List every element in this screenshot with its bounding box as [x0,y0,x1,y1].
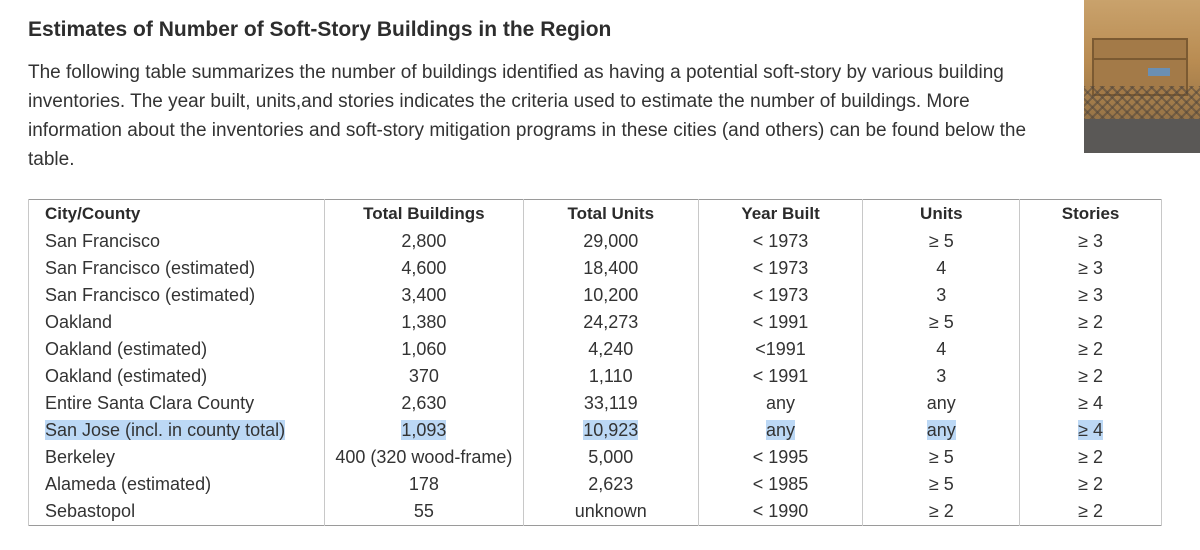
cell-total-buildings [324,444,523,471]
cell-total-units [523,417,698,444]
cell-stories [1020,444,1162,471]
cell-total-buildings [324,255,523,282]
cell-text: 4,240 [588,339,634,359]
cell-text: Alameda (estimated) [45,474,212,494]
cell-text: 10,200 [583,285,639,305]
col-total-units-header: Total Units [523,200,698,229]
table-row [29,417,1162,444]
cell-text: 400 (320 wood-frame) [335,447,513,467]
cell-text: < 1973 [752,258,809,278]
cell-text: 18,400 [583,258,639,278]
cell-total-buildings [324,498,523,526]
cell-city [29,471,325,498]
chain-link-fence [1084,86,1200,120]
cell-year-built [698,255,863,282]
cell-total-units [523,282,698,309]
cell-text: San Francisco (estimated) [45,285,256,305]
cell-text: San Francisco [45,231,161,251]
col-units-header: Units [863,200,1020,229]
cell-text: ≥ 2 [1078,447,1104,467]
table-row [29,471,1162,498]
cell-text: 2,623 [588,474,634,494]
cell-text: ≥ 5 [928,447,954,467]
cell-text: ≥ 4 [1078,420,1104,440]
cell-total-units [523,309,698,336]
cell-text: 33,119 [583,393,638,413]
cell-stories [1020,228,1162,255]
cell-units [863,309,1020,336]
cell-text: 29,000 [583,231,639,251]
cell-total-units [523,228,698,255]
cell-city [29,444,325,471]
cell-units [863,498,1020,526]
cell-text: 4,600 [401,258,447,278]
col-year-built-header: Year Built [698,200,863,229]
cell-units [863,417,1020,444]
cell-year-built [698,282,863,309]
cell-city [29,390,325,417]
cell-text: < 1985 [752,474,809,494]
cell-total-buildings [324,390,523,417]
cell-total-units [523,363,698,390]
cell-text: San Jose (incl. in county total) [45,420,286,440]
soft-story-table [28,199,1162,526]
cell-text: ≥ 2 [1078,501,1104,521]
cell-units [863,255,1020,282]
cell-city [29,228,325,255]
cell-stories [1020,417,1162,444]
cell-units [863,390,1020,417]
cell-text: ≥ 3 [1078,258,1104,278]
cell-year-built [698,417,863,444]
intro-paragraph: The following table summarizes the number of buildings identified as having a potential soft-story by various building inventories. The year built, units,and stories indicates the criteria used to estimate the number of buildings. More information about the inventories and soft-story mitigation programs in these cities (and others) can be found below the table. [28,62,1027,170]
cell-text: 370 [408,366,439,386]
table-row [29,336,1162,363]
cell-text: ≥ 4 [1078,393,1104,413]
cell-total-buildings [324,336,523,363]
cell-text: 3 [936,366,947,386]
cell-text: < 1973 [752,285,809,305]
cell-stories [1020,282,1162,309]
col-stories-header: Stories [1020,200,1162,229]
cell-text: Berkeley [45,447,116,467]
cell-text: 3 [936,285,947,305]
cell-text: 4 [936,339,947,359]
cell-text: 1,093 [401,420,447,440]
cell-total-buildings [324,228,523,255]
cell-text: ≥ 5 [928,474,954,494]
table-row [29,498,1162,526]
col-total-buildings-header: Total Buildings [324,200,523,229]
cell-text: San Francisco (estimated) [45,258,256,278]
cell-text: any [926,420,956,440]
cell-text: ≥ 5 [928,231,954,251]
cell-year-built [698,309,863,336]
cell-year-built [698,363,863,390]
table-header-row [29,200,1162,229]
cell-units [863,336,1020,363]
cell-text: <1991 [755,339,806,359]
cell-text: any [766,393,796,413]
cell-year-built [698,444,863,471]
cell-text: < 1995 [752,447,809,467]
cell-units [863,282,1020,309]
cell-city [29,309,325,336]
cell-text: Oakland [45,312,113,332]
cell-text: 10,923 [583,420,639,440]
cell-text: 55 [413,501,434,521]
cell-stories [1020,363,1162,390]
cell-text: 1,380 [401,312,447,332]
cell-text: ≥ 2 [928,501,954,521]
cell-year-built [698,390,863,417]
cell-text: < 1973 [752,231,809,251]
cell-units [863,444,1020,471]
cell-units [863,363,1020,390]
cell-text: Entire Santa Clara County [45,393,255,413]
cell-text: any [766,420,796,440]
cell-total-buildings [324,363,523,390]
col-city-header: City/County [29,200,325,229]
table-row [29,255,1162,282]
cell-city [29,255,325,282]
cell-stories [1020,336,1162,363]
cell-city [29,282,325,309]
table-row [29,390,1162,417]
cell-year-built [698,471,863,498]
pavement [1084,119,1200,153]
table-row [29,309,1162,336]
cell-stories [1020,255,1162,282]
sign-plate [1148,68,1170,76]
cell-text: ≥ 2 [1078,339,1104,359]
cell-text: ≥ 3 [1078,285,1104,305]
cell-text: < 1991 [752,366,809,386]
cell-text: unknown [574,501,647,521]
cell-year-built [698,498,863,526]
cell-text: Oakland (estimated) [45,339,208,359]
table-row [29,228,1162,255]
table-row [29,363,1162,390]
cell-text: 3,400 [401,285,447,305]
cell-year-built [698,228,863,255]
cell-text: ≥ 2 [1078,366,1104,386]
cell-text: ≥ 2 [1078,474,1104,494]
cell-city [29,417,325,444]
cell-city [29,336,325,363]
cell-total-units [523,255,698,282]
cell-text: 24,273 [583,312,639,332]
cell-year-built [698,336,863,363]
cell-stories [1020,309,1162,336]
cell-total-buildings [324,282,523,309]
cell-city [29,363,325,390]
cell-stories [1020,390,1162,417]
cell-total-units [523,390,698,417]
cell-text: ≥ 5 [928,312,954,332]
cell-text: any [926,393,956,413]
table-row [29,444,1162,471]
cell-text: ≥ 2 [1078,312,1104,332]
cell-units [863,471,1020,498]
cell-text: < 1991 [752,312,809,332]
cell-text: 178 [408,474,439,494]
cell-text: ≥ 3 [1078,231,1104,251]
cell-total-buildings [324,471,523,498]
cell-text: 1,060 [401,339,447,359]
section-title: Estimates of Number of Soft-Story Buildings in the Region [28,18,612,41]
cell-total-units [523,336,698,363]
cell-text: 4 [936,258,947,278]
cell-total-units [523,498,698,526]
cell-stories [1020,498,1162,526]
cell-text: 2,800 [401,231,447,251]
cell-stories [1020,471,1162,498]
cell-text: Sebastopol [45,501,136,521]
building-photo [1084,0,1200,153]
cell-units [863,228,1020,255]
cell-total-buildings [324,309,523,336]
cell-total-buildings [324,417,523,444]
table-row [29,282,1162,309]
cell-text: 5,000 [588,447,634,467]
cell-total-units [523,444,698,471]
cell-total-units [523,471,698,498]
cell-text: 1,110 [588,366,633,386]
cell-text: Oakland (estimated) [45,366,208,386]
cell-city [29,498,325,526]
cell-text: < 1990 [752,501,809,521]
cell-text: 2,630 [401,393,447,413]
